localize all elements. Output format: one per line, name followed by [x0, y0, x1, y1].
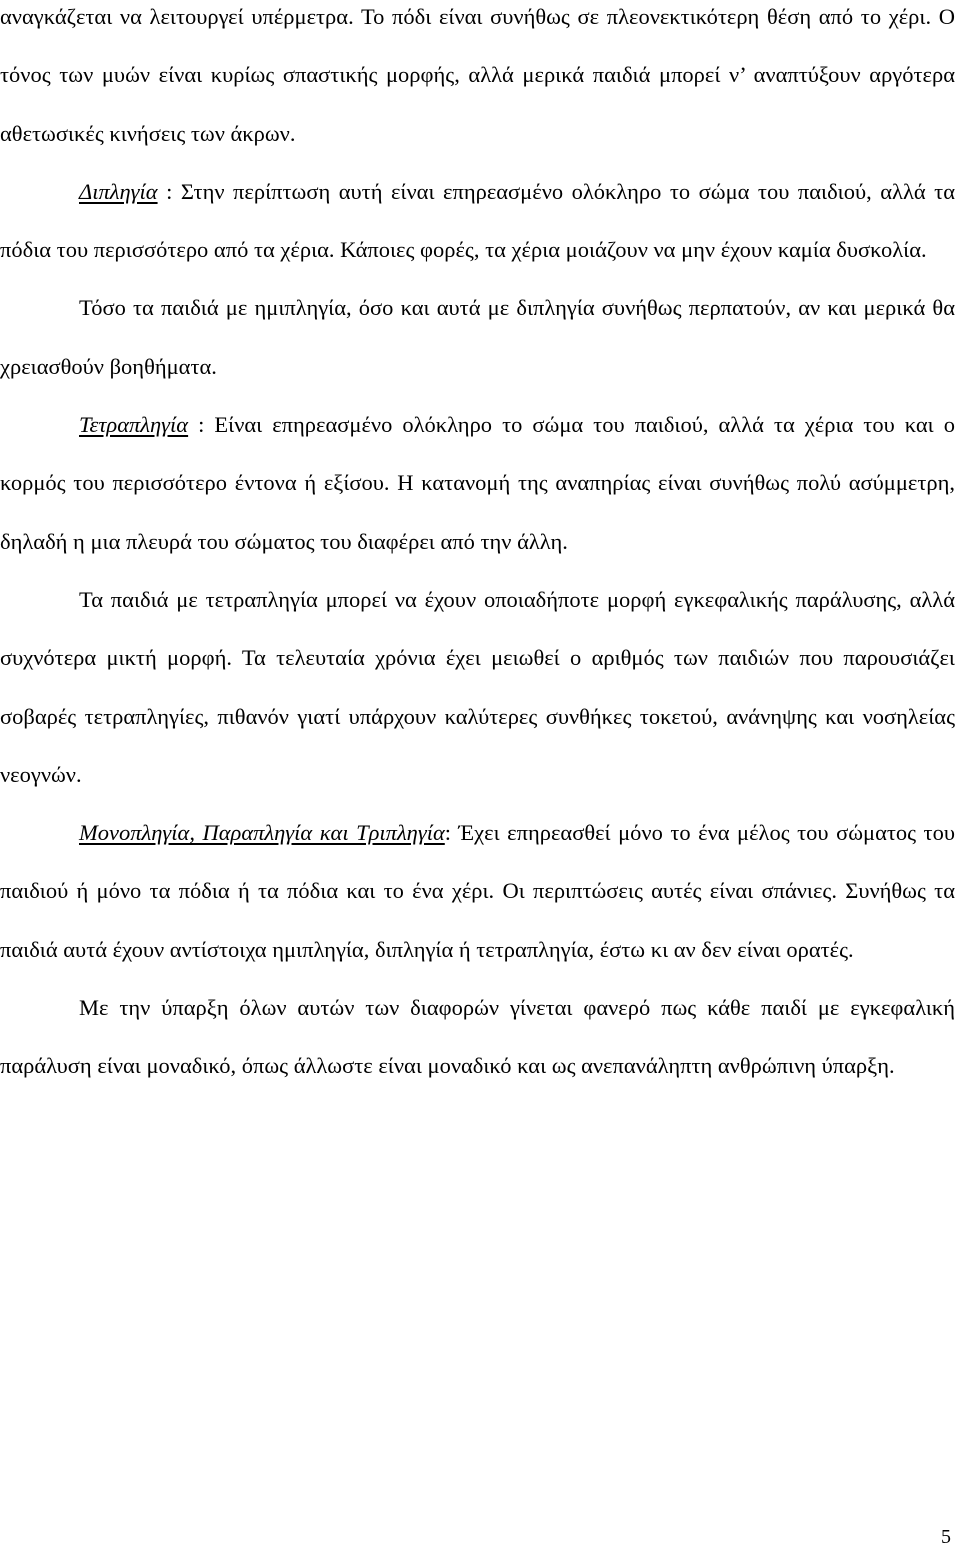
paragraph-text: Στην περίπτωση αυτή είναι επηρεασμένο ολόκληρο το σώμα του παιδιού, αλλά τα πόδια του περισσότερο από τα χέρια. Κάποιες φορές, τα χέρια μοιάζουν να μην έχουν καμία δυσκολία. — [0, 178, 955, 263]
paragraph-diplegia — [0, 163, 955, 280]
term-quadriplegia: Τετραπληγία — [79, 412, 189, 438]
paragraph-quadriplegia-forms — [0, 571, 955, 804]
page-number: 5 — [941, 1526, 951, 1548]
paragraph-hemiplegia-continuation — [0, 0, 955, 163]
paragraph-conclusion — [0, 979, 955, 1096]
term-diplegia: Διπληγία — [79, 178, 158, 204]
paragraph-text: Τα παιδιά με τετραπληγία μπορεί να έχουν οποιαδήποτε μορφή εγκεφαλικής παράλυσης, αλλά συχνότερα μικτή μορφή. Τα τελευταία χρόνια έχει μειωθεί ο αριθμός των παιδιών που παρουσιάζει σοβαρές τετραπληγίες, πιθανόν γιατί υπάρχουν καλύτερες συνθήκες τοκετού, ανάνηψης και νοσηλείας νεογνών. — [0, 586, 955, 787]
paragraph-quadriplegia — [0, 396, 955, 571]
paragraph-monoplegia — [0, 804, 955, 979]
paragraph-walking — [0, 279, 955, 396]
paragraph-text: αναγκάζεται να λειτουργεί υπέρμετρα. Το πόδι είναι συνήθως σε πλεονεκτικότερη θέση από το χέρι. Ο τόνος των μυών είναι κυρίως σπαστικής μορφής, αλλά μερικά παιδιά μπορεί ν’ αναπτύξουν αργότερα αθετωσικές κινήσεις των άκρων. — [0, 4, 955, 146]
paragraph-text: Έχει επηρεασθεί μόνο το ένα μέλος του σώματος του παιδιού ή μόνο τα πόδια ή τα πόδια και το ένα χέρι. Οι περιπτώσεις αυτές είναι σπάνιες. Συνήθως τα παιδιά αυτά έχουν αντίστοιχα ημιπληγία, διπληγία ή τετραπληγία, έστω κι αν δεν είναι ορατές. — [0, 820, 955, 962]
term-monoplegia-paraplegia-triplegia: Μονοπληγία, Παραπληγία και Τριπληγία — [79, 820, 445, 846]
term-separator: : — [444, 820, 459, 846]
paragraph-text: Με την ύπαρξη όλων αυτών των διαφορών γίνεται φανερό πως κάθε παιδί με εγκεφαλική παράλυση είναι μοναδικό, όπως άλλωστε είναι μοναδικό και ως ανεπανάληπτη ανθρώπινη ύπαρξη. — [0, 995, 955, 1079]
paragraph-text: Είναι επηρεασμένο ολόκληρο το σώμα του παιδιού, αλλά τα χέρια του και ο κορμός του περισσότερο έντονα ή εξίσου. Η κατανομή της αναπηρίας είναι συνήθως πολύ ασύμμετρη, δηλαδή η μια πλευρά του σώματος του διαφέρει από την άλλη. — [0, 412, 955, 554]
paragraph-text: Τόσο τα παιδιά με ημιπληγία, όσο και αυτά με διπληγία συνήθως περπατούν, αν και μερικά θα χρειασθούν βοηθήματα. — [0, 295, 955, 379]
term-separator: : — [157, 178, 181, 204]
term-separator: : — [188, 412, 215, 438]
